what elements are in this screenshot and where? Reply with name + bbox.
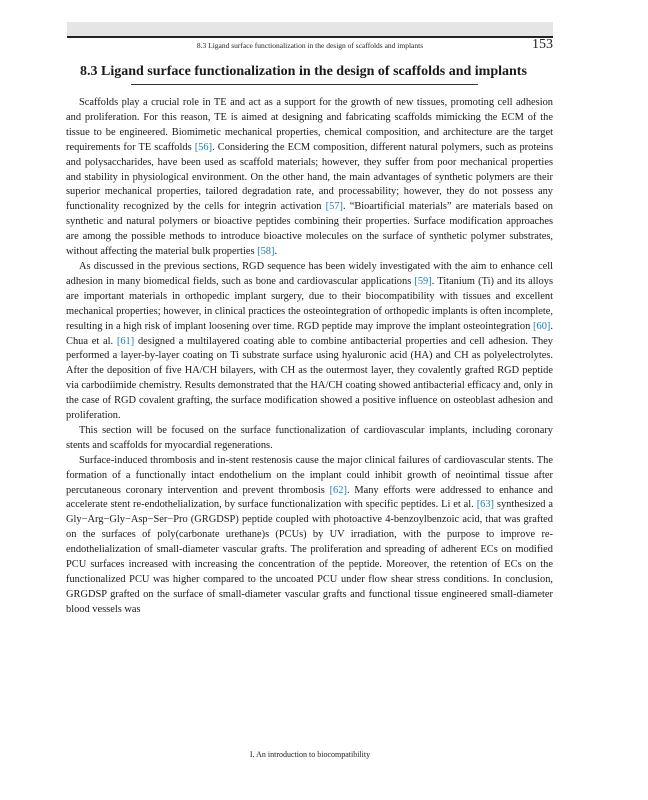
text-run: As discussed in the previous sections, RGD sequence has been widely investigated with the aim to enhance cell adhesion in many biomedical fields, such as bone and cardiovascular applications bbox=[66, 260, 553, 287]
header-band bbox=[67, 22, 553, 36]
citation-link-62[interactable]: [62] bbox=[329, 484, 347, 496]
paragraph-thrombosis bbox=[66, 454, 553, 618]
citation-link-59[interactable]: [59] bbox=[414, 275, 432, 287]
citation-link-58[interactable]: [58] bbox=[257, 246, 275, 258]
text-run: synthesized a Gly−Arg−Gly−Asp−Ser−Pro (GRGDSP) peptide coupled with photoactive 4-benzoylbenzoic acid, that was grafted on the surfaces of poly(carbonate urethane)s (PCUs) by UV irradiation, with the purpose to improve re-endothelialization of small-diameter vascular grafts. The proliferation and spreading of adherent ECs on modified PCU surfaces increased with increasing the concentration of the peptide. Moreover, the retention of ECs on the functionalized PCU was higher compared to the uncoated PCU under flow shear stress conditions. In conclusion, GRGDSP grafted on the surface of small-diameter vascular grafts and functional tissue engineered small-diameter blood vessels was bbox=[66, 499, 553, 615]
footer-text: I. An introduction to biocompatibility bbox=[249, 750, 371, 759]
text-run: designed a multilayered coating able to combine antibacterial properties and cell adhesion. They performed a layer-by-layer coating on Ti substrate surface using hyaluronic acid (HA) and CH as polyelectrolytes. After the deposition of five HA/CH bilayers, with CH as the outermost layer, they covalently grafted RGD peptide via carbodiimide chemistry. Results demonstrated that the HA/CH coating showed antibacterial efficacy and, only in the case of RGD covalent grafting, the surface modification showed a positive influence on osteoblast adhesion and proliferation. bbox=[66, 335, 553, 422]
text-run: . Chua et al. bbox=[66, 320, 553, 347]
text-run: . Titanium (Ti) and its alloys are important materials in orthopedic implant surgery, due to their biocompatibility with tissues and excellent mechanical properties; however, in clinical practices the osteointegration of orthopedic implants is often incomplete, resulting in a high risk of implant loosening over time. RGD peptide may improve the implant osteointegration bbox=[66, 275, 553, 332]
citation-link-56[interactable]: [56] bbox=[194, 141, 213, 153]
citation-link-60[interactable]: [60] bbox=[533, 320, 551, 332]
citation-link-57[interactable]: [57] bbox=[325, 201, 343, 213]
citation-link-61[interactable]: [61] bbox=[116, 335, 135, 347]
title-underline bbox=[131, 84, 478, 85]
header-rule bbox=[67, 36, 553, 38]
text-run: . “Bioartificial materials” are materials based on synthetic and natural polymers or bioactive peptides combining their properties. Surface modification approaches are among the possible methods to introduce bioactive molecules on the surface of synthetic polymer substrates, without affecting the material bulk properties bbox=[66, 201, 554, 258]
paragraph-rgd-sequence bbox=[66, 260, 553, 424]
body-text bbox=[66, 96, 553, 618]
page-number: 153 bbox=[532, 37, 553, 52]
text-run: This section will be focused on the surface functionalization of cardiovascular implants, including coronary stents and scaffolds for myocardial regenerations. bbox=[66, 424, 553, 451]
text-run: Scaffolds play a crucial role in TE and act as a support for the growth of new tissues, promoting cell adhesion and proliferation. For this reason, TE is aimed at designing and fabricating scaffolds mimicking the ECM of the tissue to be engineered. Biomimetic mechanical properties, chemical composition, and architecture are the target requirements for TE scaffolds bbox=[66, 97, 553, 153]
text-run: . Considering the ECM composition, different natural polymers, such as proteins and polysaccharides, have been used as scaffold materials; however, they suffer from poor mechanical properties and stability in physiological environment. On the other hand, the main advantages of synthetic polymers are their superior mechanical properties, tailored degradation rate, and processability; however, they do not possess any functionality recognized by the cells for integrin activation bbox=[66, 141, 554, 213]
text-run: . bbox=[274, 246, 278, 258]
text-run: . Many efforts were addressed to enhance and accelerate stent re-endothelialization, by surface functionalization with specific peptides. Li et al. bbox=[66, 484, 553, 511]
citation-link-63[interactable]: [63] bbox=[476, 499, 495, 511]
paragraph-scaffolds bbox=[66, 96, 553, 260]
paragraph-section-focus bbox=[66, 424, 553, 454]
running-head: 8.3 Ligand surface functionalization in the design of scaffolds and implants bbox=[196, 41, 424, 50]
text-run: Surface-induced thrombosis and in-stent restenosis cause the major clinical failures of cardiovascular stents. The formation of a functionally intact endothelium on the implant could inhibit growth of neointimal tissue after percutaneous coronary intervention and prevent thrombosis bbox=[66, 454, 553, 496]
section-title: 8.3 Ligand surface functionalization in the design of scaffolds and implants bbox=[80, 64, 527, 79]
